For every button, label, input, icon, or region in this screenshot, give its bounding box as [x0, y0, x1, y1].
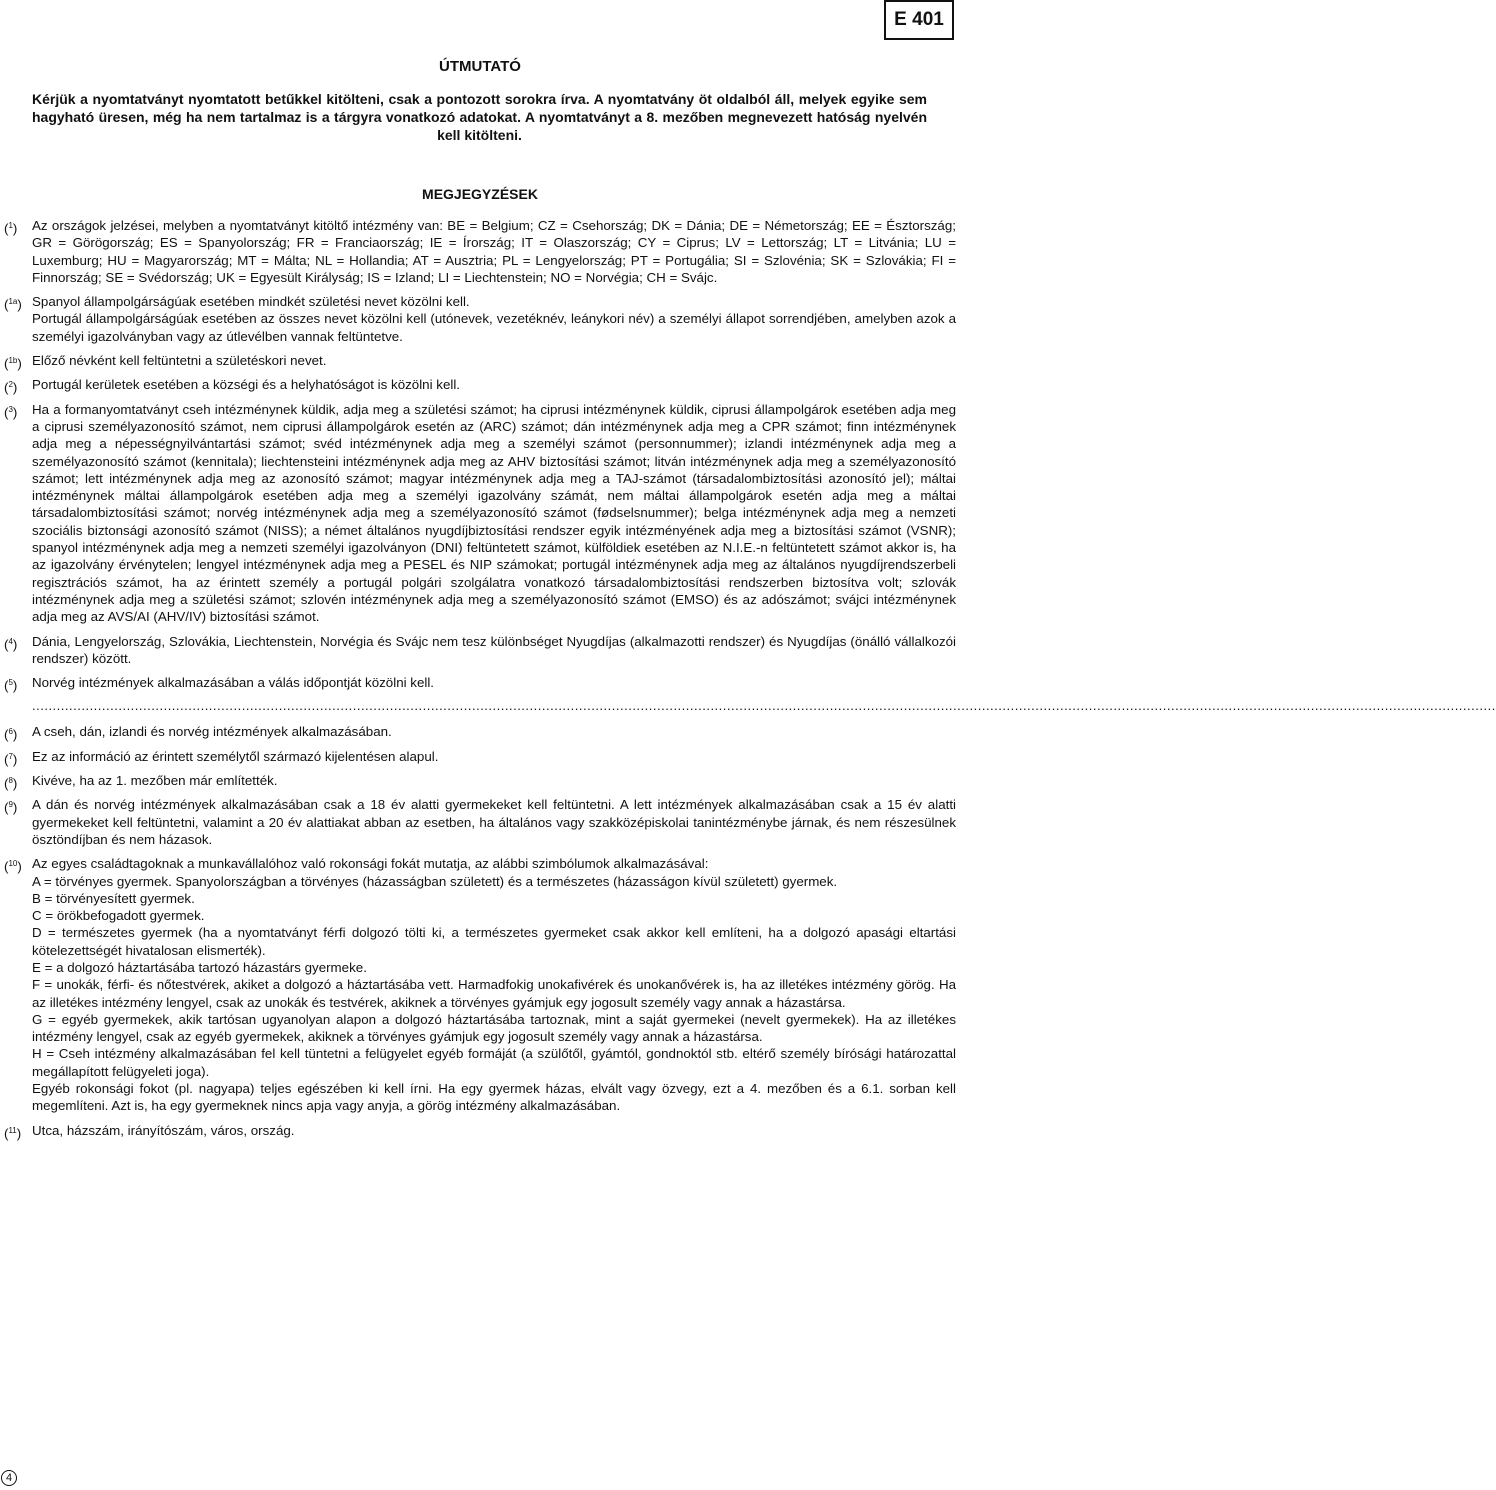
- form-code-box: E 401: [884, 0, 954, 40]
- note-text: A = törvényes gyermek. Spanyolországban a törvényes (házasságban született) és a természetes (házasságon kívül született) gyermek.: [32, 873, 838, 889]
- note-item: [0, 1122, 960, 1139]
- note-item: [0, 748, 960, 765]
- note-text: Portugál állampolgárságúak esetében az összes nevet közölni kell (utónevek, vezetéknév, leánykori név) a személyi állapot sorrendjében, amelyben azok a személyi igazolványban vagy az útlevélben vannak feltüntetve.: [32, 311, 956, 344]
- note-text: H = Cseh intézmény alkalmazásában fel kell tüntetni a felügyelet egyéb formáját (a szülőtől, gyámtól, gondnoktól stb. eltérő személy bírósági határozattal megállapított felügyeleti joga).: [32, 1046, 956, 1079]
- note-text: Ez az információ az érintett személytől származó kijelentésen alapul.: [32, 748, 439, 764]
- note-text: Utca, házszám, irányítószám, város, ország.: [32, 1122, 295, 1138]
- note-item: [0, 723, 960, 743]
- note-marker: ($^1$): [4, 221, 18, 236]
- note-item: [0, 796, 960, 848]
- note-number: 7: [8, 751, 13, 761]
- note-item: [0, 217, 960, 286]
- notes-list-a: [0, 217, 960, 694]
- note-text: Dánia, Lengyelország, Szlovákia, Liechtenstein, Norvégia és Svájc nem tesz különbséget Nyugdíjas (alkalmazotti rendszer) és Nyugdíjas (önálló vállalkozói rendszer) között.: [32, 633, 956, 666]
- note-number: 5: [8, 678, 13, 688]
- note-text: Előző névként kell feltüntetni a születéskori nevet.: [32, 353, 327, 369]
- note-number: 1b: [8, 356, 18, 366]
- note-item: [0, 633, 960, 668]
- note-text: Ha a formanyomtatványt cseh intézménynek küldik, adja meg a születési számot; ha ciprusi intézménynek küldik, ciprusi állampolgárok esetében adja meg a ciprusi személyazonosító számot, nem ciprusi állampolgárok esetén az (ARC) számot; dán intézménynek adja meg a CPR számot; finn intézménynek adja meg a népességnyilvántartási számot; svéd intézménynek adja meg a személyi számot (personnummer); izlandi intézménynek adja meg a személyazonosító számot (kennitala); liechtensteini intézménynek adja meg az AHV biztosítási számot; litván intézménynek adja meg a személyazonosító számot; lett intézménynek adja meg az azonosító számot; magyar intézménynek adja meg a TAJ-számot (társadalombiztosítási azonosító jel); máltai intézménynek máltai állampolgárok esetében adja meg a személyi igazolvány számát, nem máltai állampolgárok esetén adja meg a máltai társadalombiztosítási számot; norvég intézménynek adja meg a személyazonosító számot (fødselsnummer); belga intézménynek adja meg a nemzeti szociális biztonsági azonosító számot (NISS); a német általános nyugdíjbiztosítási rendszer egyik intézményének adja meg a biztosítási számot (VSNR); spanyol intézménynek adja meg a nemzeti személyi igazolványon (DNI) feltüntetett számot, külföldiek esetében az N.I.E.-n feltüntetett számot akkor is, ha az igazolvány érvénytelen; lengyel intézménynek adja meg a PESEL és NIP számokat; portugál intézménynek adja meg az általános nyugdíjrendszerbeli regisztrációs számot, ha az érintett személy a portugál polgári szolgálatra vonatkozó társadalombiztosítási rendszerben biztosítva volt; szlovák intézménynek adja meg a születési számot; szlovén intézménynek adja meg a személyazonosító számot (EMSO) és az adószámot; svájci intézménynek adja meg az AVS/AI (AHV/IV) biztosítási számot.: [32, 401, 956, 625]
- dotted-separator: ....................................................................................................................................................................................................................................................................................................................................................................: [32, 698, 1496, 714]
- note-text: C = örökbefogadott gyermek.: [32, 908, 205, 924]
- note-text: E = a dolgozó háztartásába tartozó házastárs gyermeke.: [32, 959, 367, 975]
- note-text: G = egyéb gyermekek, akik tartósan ugyanolyan alapon a dolgozó háztartásába tartoznak, mint a saját gyermekei (nevelt gyermekek). Ha az illetékes intézmény lengyel, csak az egyéb gyermekek, akiknek a törvényes gyámjuk egy jogosult személy vagy annak a házastársa.: [32, 1011, 956, 1045]
- note-text: Az egyes családtagoknak a munkavállalóhoz való rokonsági fokát mutatja, az alábbi szimbólumok alkalmazásával:: [32, 856, 709, 872]
- note-number: 2: [8, 380, 13, 390]
- note-text: Spanyol állampolgárságúak esetében mindkét születési nevet közölni kell.: [32, 294, 470, 310]
- note-item: [0, 401, 960, 626]
- note-item: [0, 293, 960, 345]
- note-text: A cseh, dán, izlandi és norvég intézmények alkalmazásában.: [32, 724, 392, 740]
- notes-section: [0, 217, 1496, 1146]
- note-number: 1a: [8, 297, 18, 307]
- note-marker: ($^8$): [4, 776, 18, 792]
- note-text: Kivéve, ha az 1. mezőben már említették.: [32, 773, 278, 789]
- note-number: 8: [8, 776, 13, 786]
- note-text: A dán és norvég intézmények alkalmazásában csak a 18 év alatti gyermekeket kell feltüntetni. A lett intézmények alkalmazásában csak a 15 év alatti gyermekeket kell feltüntetni, valamint a 20 év alattiakat abban az esetben, ha általános vagy szakközépiskolai tanintézménybe járnak, és nem részesülnek ösztöndíjban és nem házasok.: [32, 797, 956, 847]
- note-text: Norvég intézmények alkalmazásában a válás időpontját közölni kell.: [32, 675, 435, 691]
- note-item: [0, 674, 960, 694]
- note-marker: ($^{1b}$): [4, 356, 22, 372]
- note-marker: ($^{1a}$): [4, 297, 22, 313]
- note-item: [0, 352, 960, 372]
- note-text: Az országok jelzései, melyben a nyomtatványt kitöltő intézmény van: BE = Belgium; CZ = Csehország; DK = Dánia; DE = Németország; EE = Észtország; GR = Görögország; ES = Spanyolország; FR = Franciaország; IE = Írország; IT = Olaszország; CY = Ciprus; LV = Lettország; LT = Litvánia; LU = Luxemburg; HU = Magyarország; MT = Málta; NL = Hollandia; AT = Ausztria; PL = Lengyelország; PT = Portugália; SI = Szlovénia; SK = Szlovákia; FI = Finnország; SE = Svédország; UK = Egyesült Királyság; IS = Izland; LI = Liechtenstein; NO = Norvégia; CH = Svájc.: [32, 218, 956, 285]
- note-item: [0, 855, 960, 1114]
- note-marker: ($^{11}$): [4, 1125, 22, 1141]
- note-text: Egyéb rokonsági fokot (pl. nagyapa) teljes egészében ki kell írni. Ha egy gyermek házas, elvált vagy özvegy, ezt a 4. mezőben és a 6.1. sorban kell megemlíteni. Azt is, ha egy gyermeknek nincs apja vagy anyja, a görög intézmény alkalmazásában.: [32, 1081, 956, 1114]
- note-marker: ($^9$): [4, 800, 18, 816]
- notes-title: MEGJEGYZÉSEK: [422, 186, 538, 202]
- note-number: 10: [8, 859, 18, 869]
- note-number: 4: [8, 636, 13, 646]
- note-marker: ($^{10}$): [4, 859, 22, 875]
- note-marker: ($^5$): [4, 678, 18, 694]
- note-marker: ($^7$): [4, 751, 18, 767]
- page-number-circle: 4: [1, 1470, 17, 1486]
- notes-list-b: [0, 723, 960, 1139]
- note-number: 6: [8, 727, 13, 737]
- note-number: 1: [8, 221, 13, 230]
- note-marker: ($^2$): [4, 380, 18, 396]
- instructions-paragraph: Kérjük a nyomtatványt nyomtatott betűkkel kitölteni, csak a pontozott sorokra írva. A nyomtatvány öt oldalból áll, melyek egyike sem hagyható üresen, még ha nem tartalmaz is a tárgyra vonatkozó adatokat. A nyomtatványt a 8. mezőben megnevezett hatóság nyelvén kell kitölteni.: [32, 91, 927, 143]
- note-number: 3: [8, 404, 13, 414]
- note-text: B = törvényesített gyermek.: [32, 890, 195, 906]
- note-item: [0, 376, 960, 396]
- page-title: ÚTMUTATÓ: [439, 58, 521, 75]
- note-marker: ($^4$): [4, 636, 18, 652]
- note-number: 9: [8, 800, 13, 810]
- note-marker: ($^6$): [4, 727, 18, 743]
- note-text: D = természetes gyermek (ha a nyomtatványt férfi dolgozó tölti ki, a természetes gyermeket csak akkor kell említeni, ha a dolgozó apasági eltartási kötelezettségét hivatalosan elismerték).: [32, 925, 956, 958]
- note-number: 11: [8, 1125, 17, 1135]
- note-item: [0, 772, 960, 792]
- note-text: Portugál kerületek esetében a községi és a helyhatóságot is közölni kell.: [32, 377, 460, 393]
- note-marker: ($^3$): [4, 404, 18, 420]
- note-text: F = unokák, férfi- és nőtestvérek, akiket a dolgozó a háztartásába vett. Harmadfokig unokafivérek és unokanővérek is, ha az illetékes intézmény görög. Ha az illetékes intézmény lengyel, csak az unokák és testvérek, akiknek a törvényes gyámjuk egy jogosult személy vagy annak a házastársa.: [32, 977, 956, 1010]
